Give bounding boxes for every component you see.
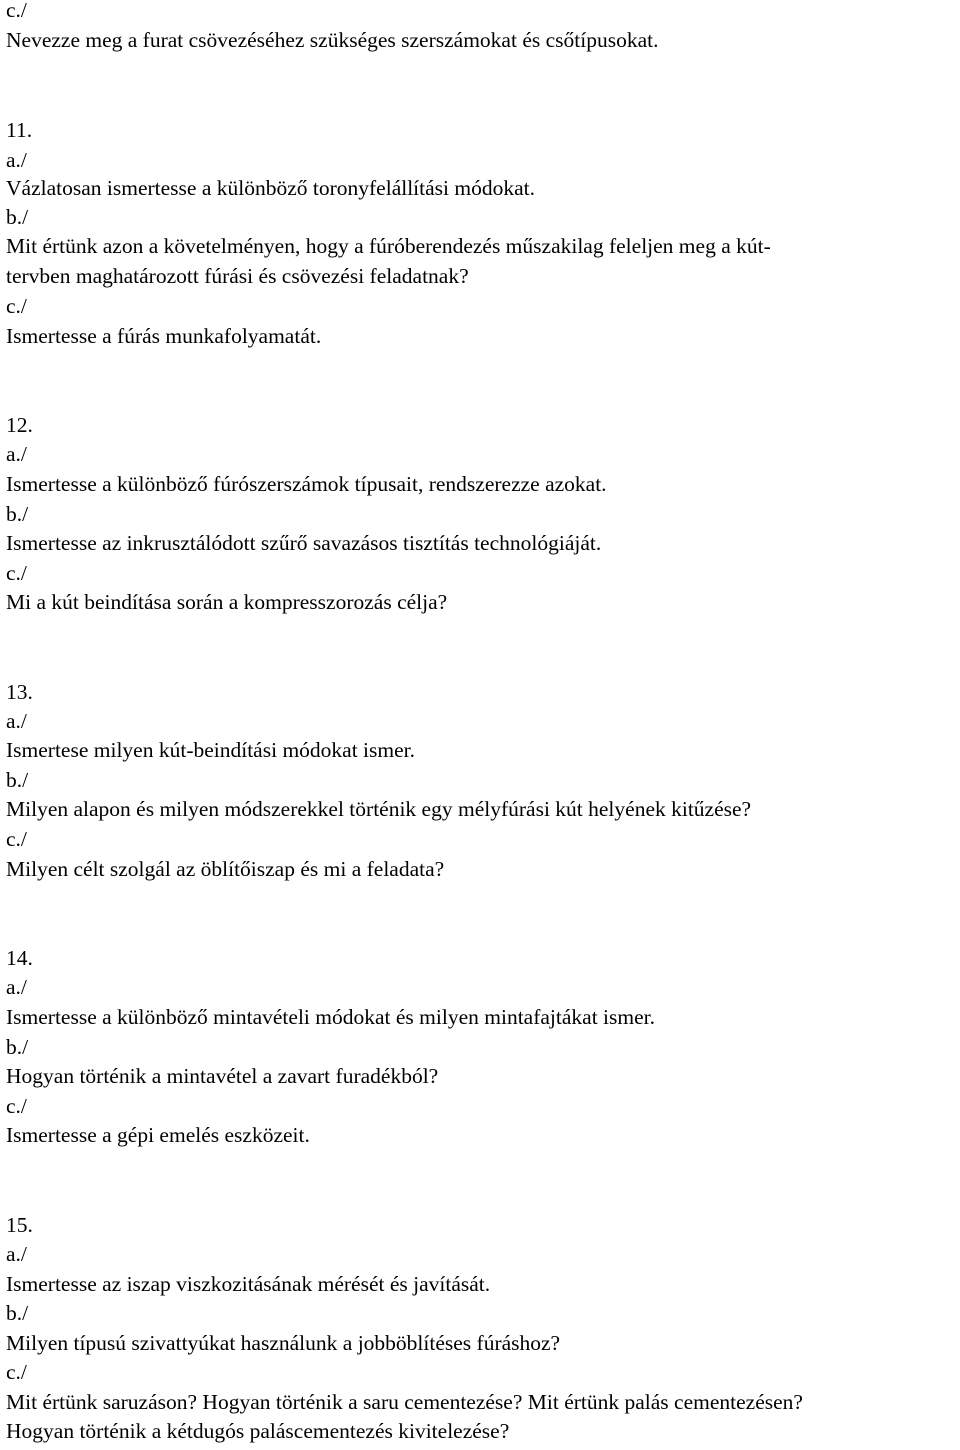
question-text: Milyen célt szolgál az öblítőiszap és mi a feladata? bbox=[6, 857, 445, 881]
question-text: Mi a kút beindítása során a kompresszorozás célja? bbox=[6, 590, 448, 614]
section-number: 15. bbox=[6, 1213, 33, 1237]
item-label: b./ bbox=[6, 1035, 29, 1059]
question-text: Ismertesse a különböző mintavételi módokat és milyen mintafajtákat ismer. bbox=[6, 1005, 656, 1029]
question-text: Ismertesse az iszap viszkozitásának mérését és javítását. bbox=[6, 1272, 491, 1296]
item-label: b./ bbox=[6, 205, 29, 229]
question-text: Milyen alapon és milyen módszerekkel történik egy mélyfúrási kút helyének kitűzése? bbox=[6, 797, 752, 821]
question-text: Milyen típusú szivattyúkat használunk a jobböblítéses fúráshoz? bbox=[6, 1331, 561, 1355]
question-text: tervben maghatározott fúrási és csövezési feladatnak? bbox=[6, 264, 469, 288]
question-text: Mit értünk azon a követelményen, hogy a fúróberendezés műszakilag feleljen meg a kút- bbox=[6, 234, 771, 258]
question-text: Mit értünk saruzáson? Hogyan történik a saru cementezése? Mit értünk palás cementezésen? bbox=[6, 1390, 803, 1414]
question-text: Ismertese milyen kút-beindítási módokat ismer. bbox=[6, 738, 416, 762]
item-label: b./ bbox=[6, 502, 29, 526]
item-label: a./ bbox=[6, 442, 27, 466]
item-label: c./ bbox=[6, 0, 27, 22]
item-label: b./ bbox=[6, 768, 29, 792]
question-text: Vázlatosan ismertesse a különböző toronyfelállítási módokat. bbox=[6, 176, 535, 200]
item-label: c./ bbox=[6, 561, 27, 585]
section-number: 13. bbox=[6, 680, 33, 704]
question-text: Hogyan történik a kétdugós paláscementezés kivitelezése? bbox=[6, 1419, 510, 1443]
item-label: b./ bbox=[6, 1301, 29, 1325]
question-text: Ismertesse a gépi emelés eszközeit. bbox=[6, 1123, 310, 1147]
item-label: c./ bbox=[6, 1360, 27, 1384]
item-label: a./ bbox=[6, 975, 27, 999]
question-text: Hogyan történik a mintavétel a zavart furadékból? bbox=[6, 1064, 439, 1088]
item-label: c./ bbox=[6, 1094, 27, 1118]
question-text: Ismertesse a fúrás munkafolyamatát. bbox=[6, 324, 322, 348]
question-text: Nevezze meg a furat csövezéséhez szükséges szerszámokat és csőtípusokat. bbox=[6, 28, 659, 52]
section-number: 12. bbox=[6, 413, 33, 437]
item-label: a./ bbox=[6, 709, 27, 733]
section-number: 14. bbox=[6, 946, 33, 970]
item-label: a./ bbox=[6, 148, 27, 172]
section-number: 11. bbox=[6, 118, 33, 142]
item-label: a./ bbox=[6, 1242, 27, 1266]
question-text: Ismertesse az inkrusztálódott szűrő savazásos tisztítás technológiáját. bbox=[6, 531, 602, 555]
item-label: c./ bbox=[6, 827, 27, 851]
question-text: Ismertesse a különböző fúrószerszámok típusait, rendszerezze azokat. bbox=[6, 472, 607, 496]
item-label: c./ bbox=[6, 294, 27, 318]
